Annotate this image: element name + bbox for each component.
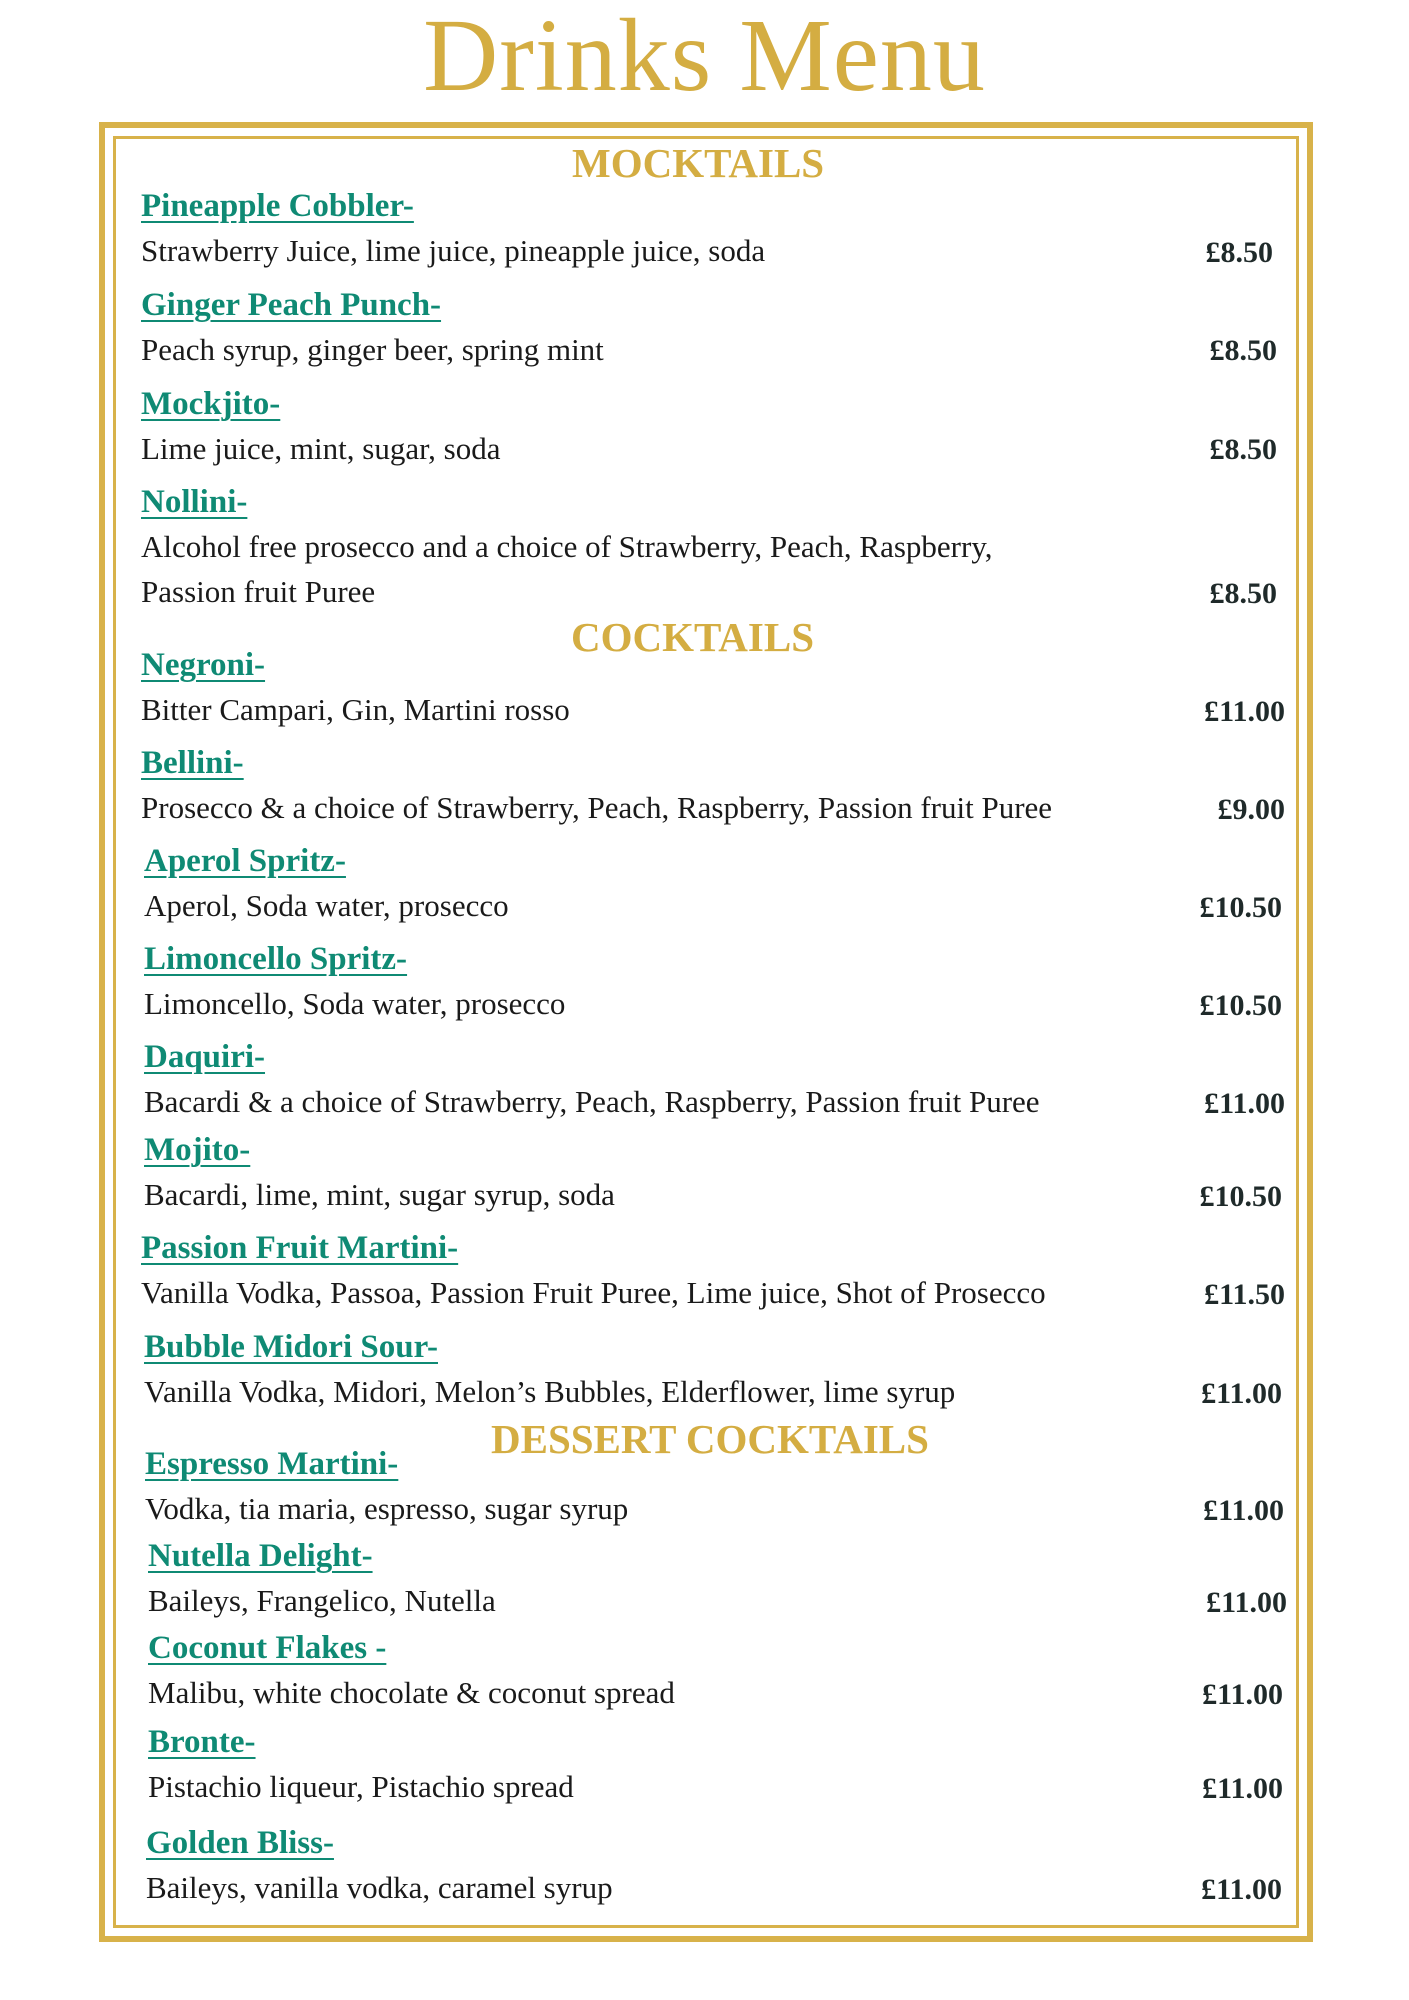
item-price-aperol-spritz: £10.50 (1199, 891, 1282, 924)
item-name-mojito[interactable]: Mojito- (144, 1132, 251, 1168)
section-title-mocktails: MOCKTAILS (572, 140, 825, 186)
item-desc-nollini-line2: Passion fruit Puree (141, 574, 376, 609)
item-price-negroni: £11.00 (1204, 695, 1285, 728)
section-title-cocktails: COCKTAILS (571, 614, 815, 660)
item-name-coconut-flakes[interactable]: Coconut Flakes - (148, 1630, 387, 1666)
item-desc-mojito: Bacardi, lime, mint, sugar syrup, soda (144, 1177, 615, 1212)
item-desc-nollini-line1: Alcohol free prosecco and a choice of Strawberry, Peach, Raspberry, (141, 529, 993, 564)
item-desc-negroni: Bitter Campari, Gin, Martini rosso (141, 692, 570, 727)
item-price-golden-bliss: £11.00 (1201, 1873, 1282, 1906)
item-price-bronte: £11.00 (1202, 1772, 1283, 1805)
item-price-espresso-martini: £11.00 (1203, 1494, 1284, 1527)
item-price-bubble-midori-sour: £11.00 (1201, 1377, 1282, 1410)
item-desc-passion-fruit-martini: Vanilla Vodka, Passoa, Passion Fruit Puree, Lime juice, Shot of Prosecco (141, 1275, 1046, 1310)
item-desc-pineapple-cobbler: Strawberry Juice, lime juice, pineapple juice, soda (141, 233, 766, 268)
item-name-nollini[interactable]: Nollini- (141, 484, 248, 520)
item-price-bellini: £9.00 (1217, 793, 1285, 826)
item-name-pineapple-cobbler[interactable]: Pineapple Cobbler- (141, 188, 414, 224)
item-price-pineapple-cobbler: £8.50 (1205, 236, 1273, 269)
menu-title: Drinks Menu (423, 0, 986, 113)
item-name-bubble-midori-sour[interactable]: Bubble Midori Sour- (144, 1329, 438, 1365)
item-desc-bellini: Prosecco & a choice of Strawberry, Peach, Raspberry, Passion fruit Puree (141, 790, 1053, 825)
item-name-limoncello-spritz[interactable]: Limoncello Spritz- (144, 941, 408, 977)
section-title-dessert-cocktails: DESSERT COCKTAILS (491, 1416, 929, 1462)
item-price-nollini: £8.50 (1209, 577, 1277, 610)
item-desc-coconut-flakes: Malibu, white chocolate & coconut spread (148, 1675, 675, 1710)
item-name-ginger-peach-punch[interactable]: Ginger Peach Punch- (141, 287, 442, 323)
item-price-limoncello-spritz: £10.50 (1199, 989, 1282, 1022)
item-name-nutella-delight[interactable]: Nutella Delight- (148, 1538, 373, 1574)
item-price-coconut-flakes: £11.00 (1202, 1678, 1283, 1711)
item-desc-limoncello-spritz: Limoncello, Soda water, prosecco (144, 986, 566, 1021)
item-desc-aperol-spritz: Aperol, Soda water, prosecco (144, 888, 509, 923)
item-desc-bubble-midori-sour: Vanilla Vodka, Midori, Melon’s Bubbles, Elderflower, lime syrup (144, 1374, 956, 1409)
item-price-ginger-peach-punch: £8.50 (1209, 334, 1277, 367)
item-price-nutella-delight: £11.00 (1206, 1586, 1287, 1619)
item-name-mockjito[interactable]: Mockjito- (141, 386, 281, 422)
item-name-passion-fruit-martini[interactable]: Passion Fruit Martini- (141, 1230, 459, 1266)
item-price-mojito: £10.50 (1199, 1180, 1282, 1213)
item-desc-bronte: Pistachio liqueur, Pistachio spread (148, 1769, 574, 1804)
item-name-golden-bliss[interactable]: Golden Bliss- (146, 1825, 334, 1861)
item-desc-golden-bliss: Baileys, vanilla vodka, caramel syrup (146, 1870, 613, 1905)
item-name-aperol-spritz[interactable]: Aperol Spritz- (144, 843, 346, 879)
item-name-negroni[interactable]: Negroni- (141, 647, 266, 683)
item-desc-daquiri: Bacardi & a choice of Strawberry, Peach, Raspberry, Passion fruit Puree (144, 1084, 1040, 1119)
item-desc-espresso-martini: Vodka, tia maria, espresso, sugar syrup (145, 1491, 629, 1526)
item-price-mockjito: £8.50 (1209, 433, 1277, 466)
item-desc-ginger-peach-punch: Peach syrup, ginger beer, spring mint (141, 332, 604, 367)
item-desc-nutella-delight: Baileys, Frangelico, Nutella (148, 1583, 496, 1618)
item-name-bellini[interactable]: Bellini- (141, 745, 244, 781)
item-price-daquiri: £11.00 (1204, 1087, 1285, 1120)
item-name-daquiri[interactable]: Daquiri- (144, 1039, 266, 1075)
item-desc-mockjito: Lime juice, mint, sugar, soda (141, 431, 501, 466)
item-name-espresso-martini[interactable]: Espresso Martini- (145, 1446, 399, 1482)
item-price-passion-fruit-martini: £11.50 (1204, 1278, 1285, 1311)
item-name-bronte[interactable]: Bronte- (148, 1724, 256, 1760)
